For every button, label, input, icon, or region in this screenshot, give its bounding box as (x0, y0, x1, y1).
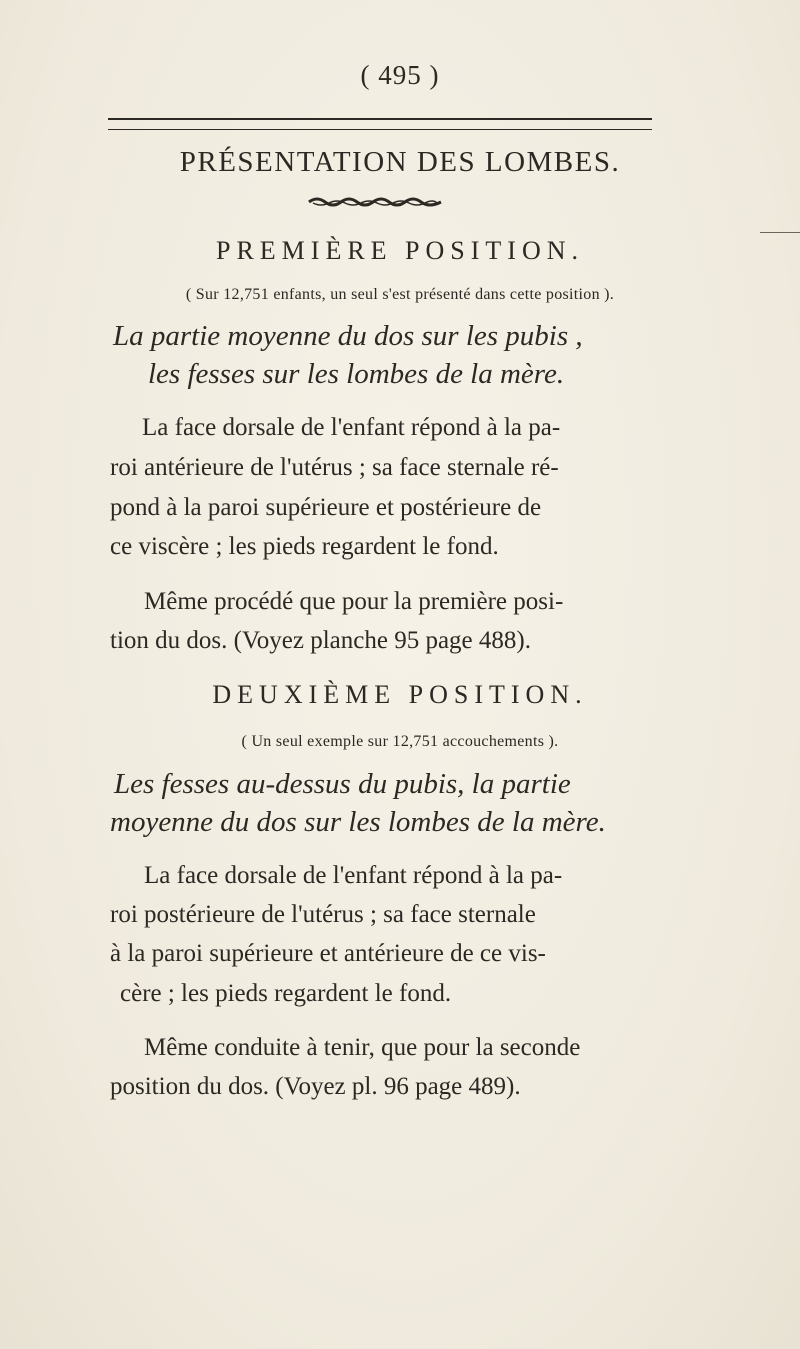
italic-line: les fesses sur les lombes de la mère. (148, 358, 565, 390)
page-edge-line (760, 232, 800, 233)
section-heading-first-position: PREMIÈRE POSITION. (215, 236, 584, 265)
ornament-divider-icon (305, 194, 445, 210)
text-line: à la paroi supérieure et antérieure de ce vis- (110, 940, 546, 967)
text-line: Même procédé que pour la première posi- (144, 588, 564, 615)
double-rule (108, 118, 652, 130)
section-heading-second-position: DEUXIÈME POSITION. (212, 680, 588, 709)
page-number: ( 495 ) (360, 60, 440, 90)
italic-line: moyenne du dos sur les lombes de la mère. (110, 806, 606, 838)
text-line: La face dorsale de l'enfant répond à la pa- (144, 862, 563, 889)
text-line: ce viscère ; les pieds regardent le fond. (110, 533, 499, 560)
italic-line: Les fesses au-dessus du pubis, la partie (114, 768, 571, 800)
text-line: cère ; les pieds regardent le fond. (120, 980, 452, 1007)
text-line: Même conduite à tenir, que pour la seconde (144, 1034, 581, 1061)
text-line: roi antérieure de l'utérus ; sa face sternale ré- (110, 454, 559, 481)
text-line: roi postérieure de l'utérus ; sa face sternale (110, 901, 536, 928)
section-note-second: ( Un seul exemple sur 12,751 accouchements ). (241, 733, 559, 750)
text-line: tion du dos. (Voyez planche 95 page 488). (110, 627, 531, 654)
section-note-first: ( Sur 12,751 enfants, un seul s'est présenté dans cette position ). (185, 286, 615, 303)
text-line: La face dorsale de l'enfant répond à la pa- (142, 414, 561, 441)
text-line: pond à la paroi supérieure et postérieure de (110, 494, 542, 521)
italic-line: La partie moyenne du dos sur les pubis , (113, 320, 583, 352)
text-line: position du dos. (Voyez pl. 96 page 489). (110, 1073, 521, 1100)
chapter-title: PRÉSENTATION DES LOMBES. (179, 146, 621, 178)
